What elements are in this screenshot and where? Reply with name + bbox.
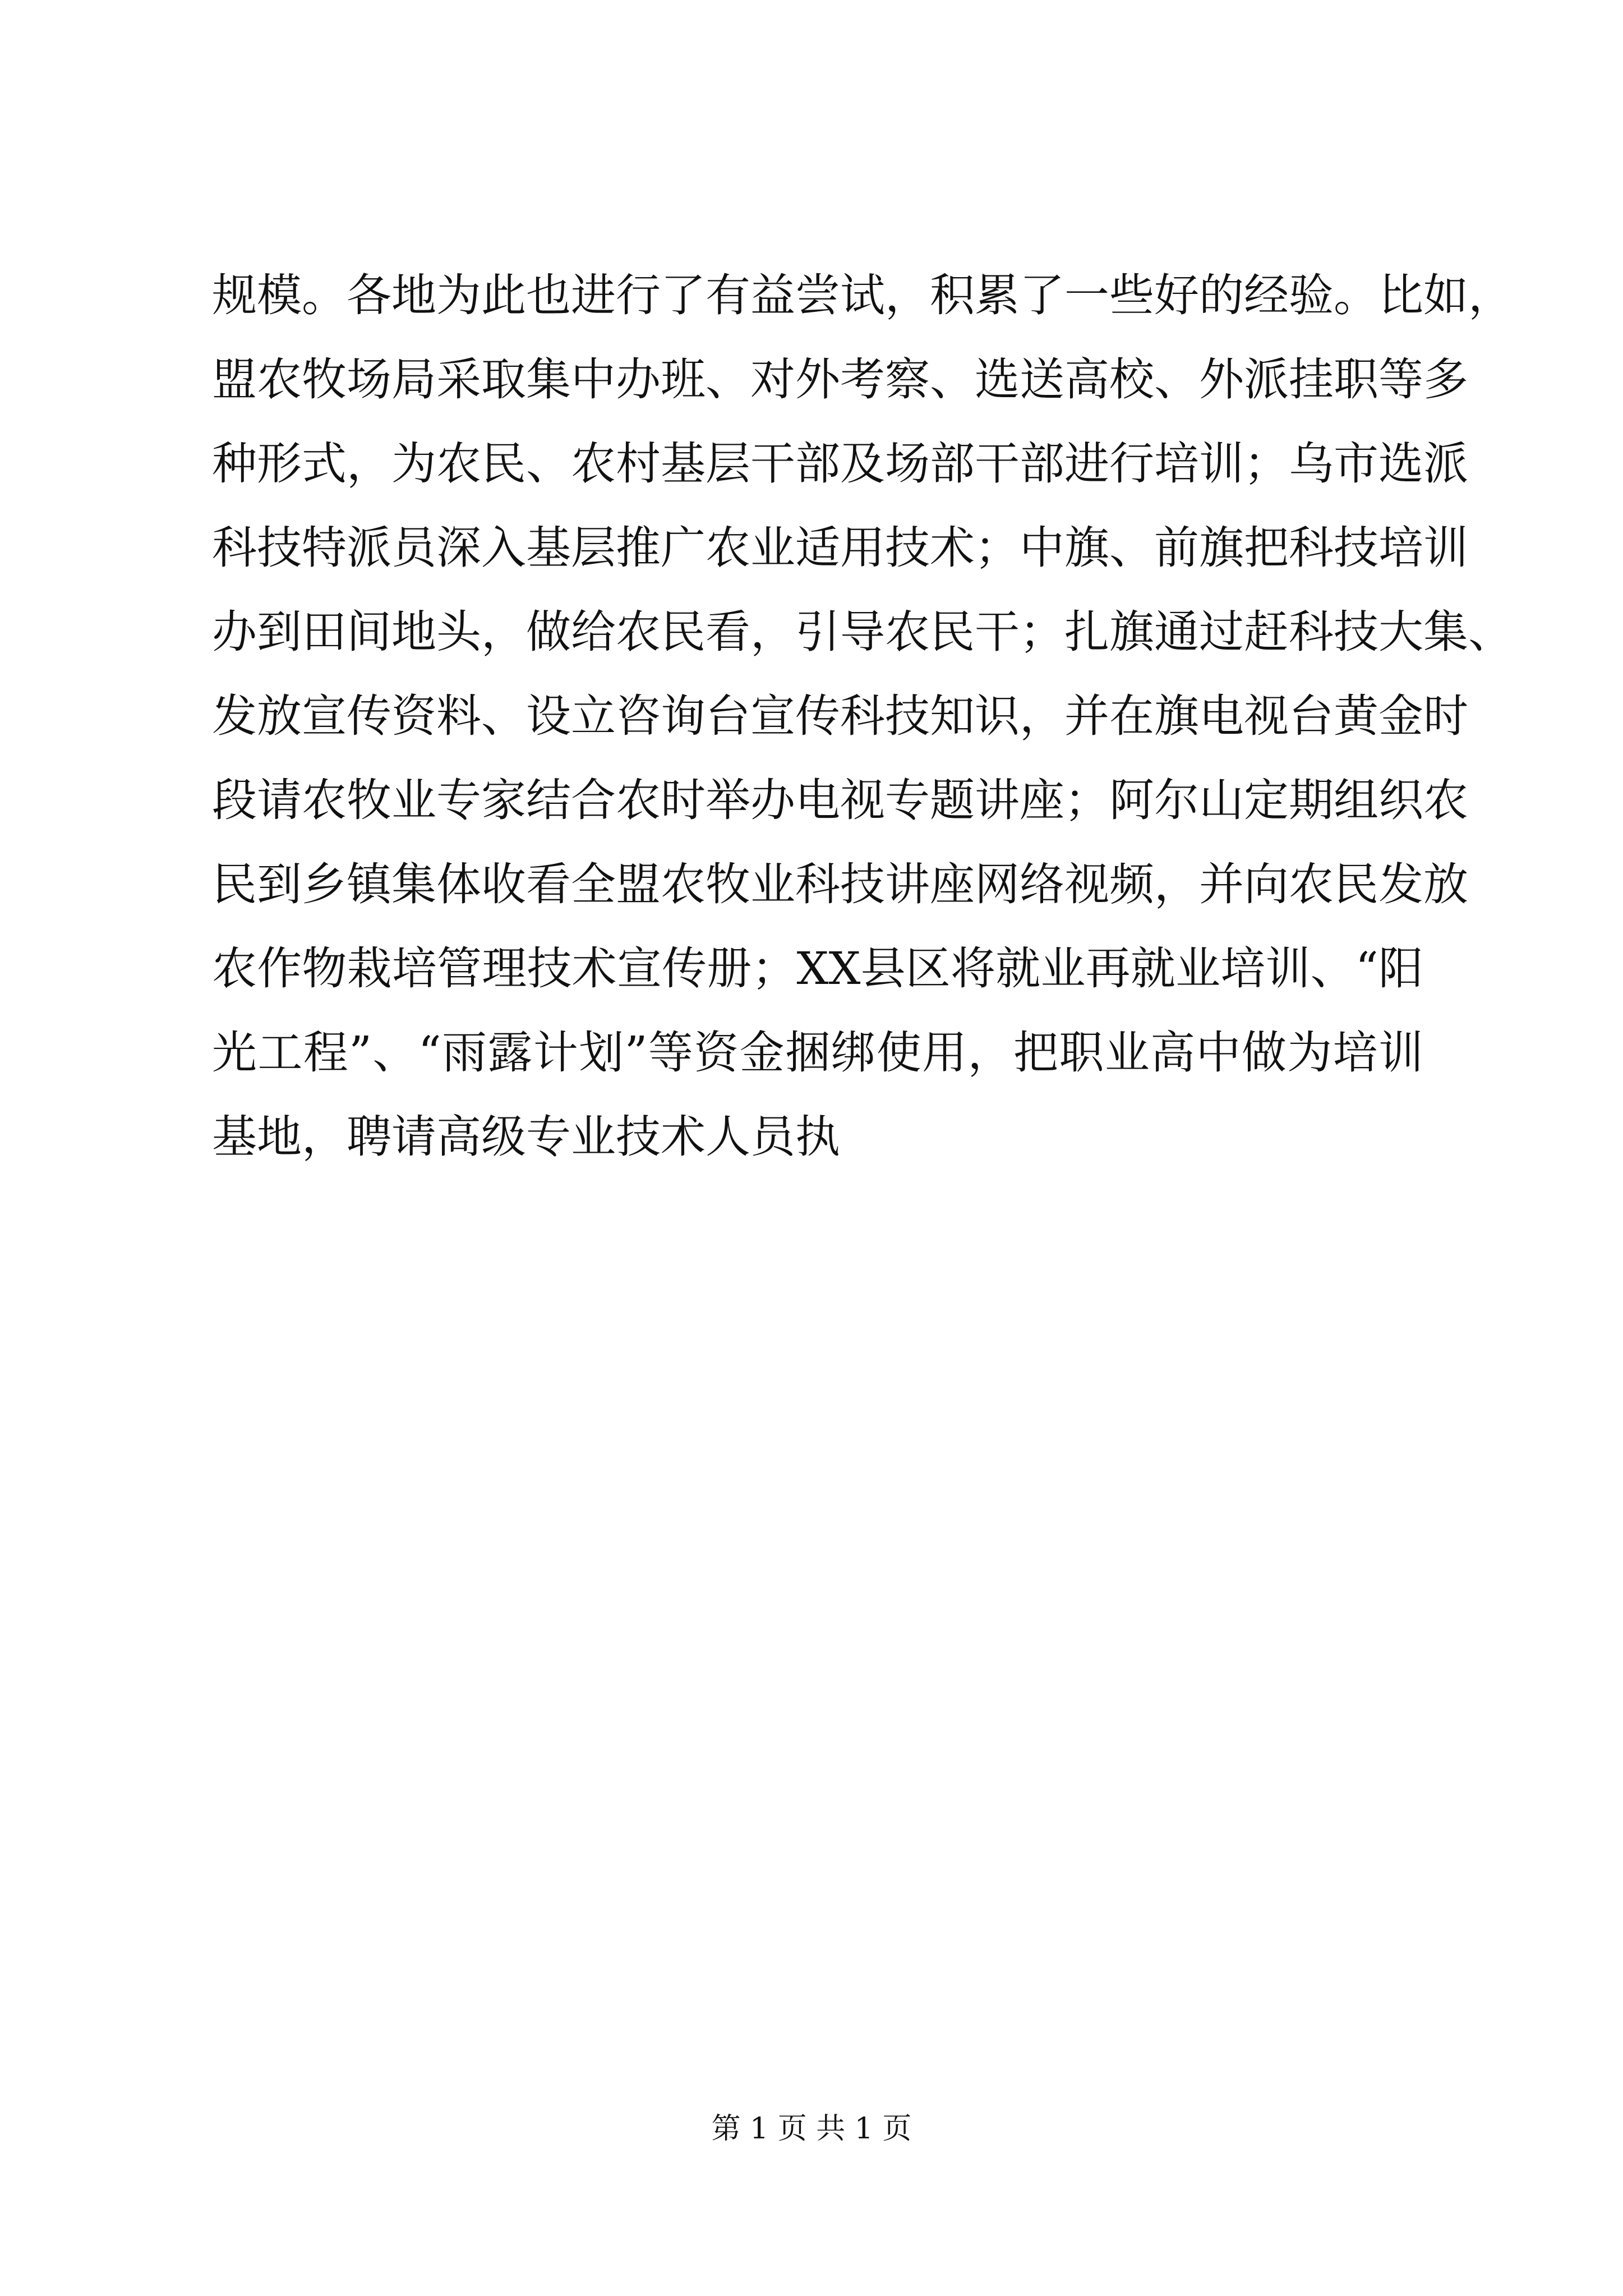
paragraph-line: 种形式，为农民、农村基层干部及场部干部进行培训；乌市选派 xyxy=(212,438,1468,490)
paragraph-line: 科技特派员深入基层推广农业适用技术；中旗、前旗把科技培训 xyxy=(212,522,1468,574)
paragraph-line: 光工程”、“雨露计划”等资金捆绑使用，把职业高中做为培训 xyxy=(212,1027,1423,1079)
page-footer: 第 1 页 共 1 页 xyxy=(711,2112,912,2146)
paragraph-line: 发放宣传资料、设立咨询台宣传科技知识，并在旗电视台黄金时 xyxy=(212,690,1468,742)
paragraph-line: 规模。各地为此也进行了有益尝试，积累了一些好的经验。比如， xyxy=(212,269,1513,321)
paragraph-line: 段请农牧业专家结合农时举办电视专题讲座；阿尔山定期组织农 xyxy=(212,774,1468,826)
paragraph-line: 盟农牧场局采取集中办班、对外考察、选送高校、外派挂职等多 xyxy=(212,353,1468,406)
body-paragraph xyxy=(212,254,1513,1179)
paragraph-line: 民到乡镇集体收看全盟农牧业科技讲座网络视频，并向农民发放 xyxy=(212,858,1468,910)
paragraph-line: 基地，聘请高级专业技术人员执 xyxy=(212,1111,840,1163)
paragraph-line: 农作物栽培管理技术宣传册；XX县区将就业再就业培训、“阳 xyxy=(212,942,1423,995)
paragraph-line: 办到田间地头，做给农民看，引导农民干；扎旗通过赶科技大集、 xyxy=(212,606,1513,658)
